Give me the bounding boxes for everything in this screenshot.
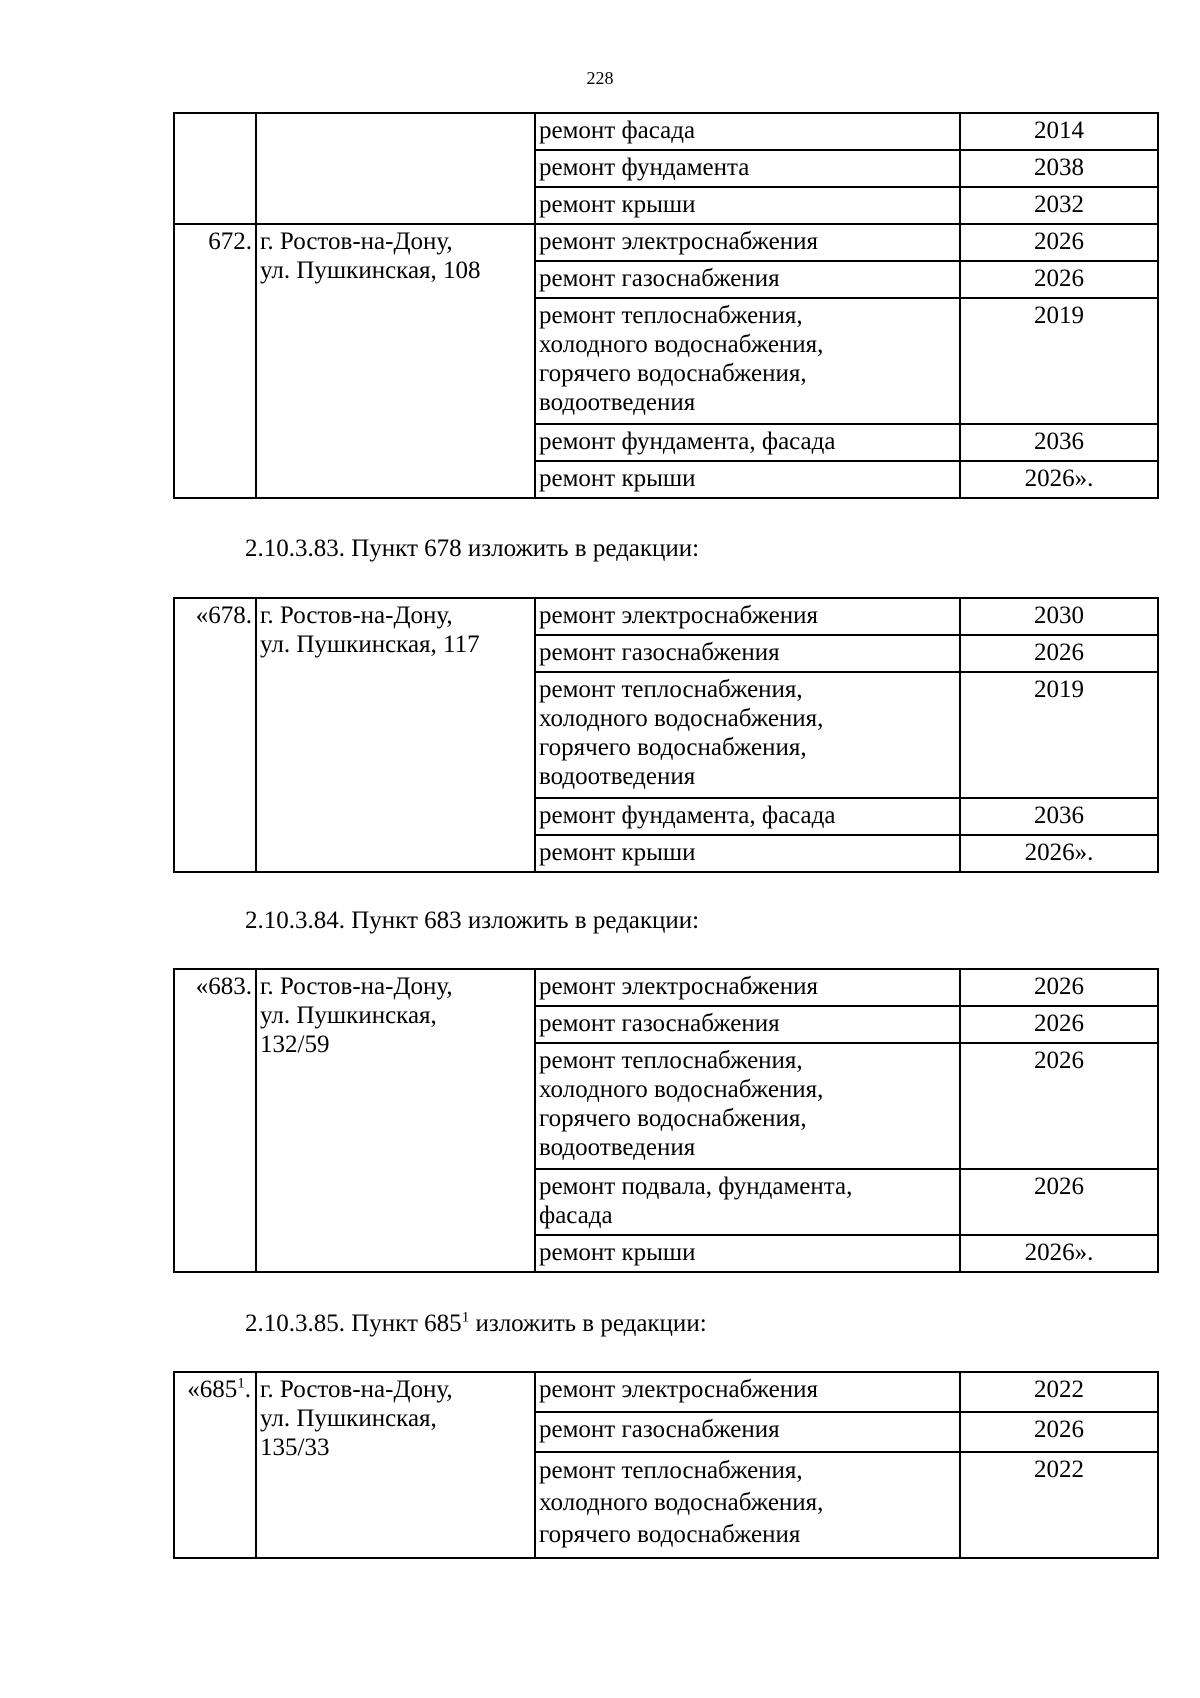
work-cell: ремонт электроснабжения	[535, 969, 960, 1006]
year-cell: 2026	[960, 224, 1158, 261]
superscript: 1	[237, 1375, 245, 1392]
address-line: г. Ростов-на-Дону,	[260, 1376, 453, 1403]
item-number: «683.	[174, 969, 256, 1272]
work-cell: ремонт газоснабжения	[535, 1006, 960, 1043]
number-cell	[174, 113, 256, 224]
repair-table-685-1	[173, 1371, 1159, 1559]
year-cell: 2026».	[960, 835, 1158, 872]
work-line: ремонт теплоснабжения,	[539, 1047, 803, 1074]
address-line: ул. Пушкинская,	[260, 1405, 437, 1432]
address-cell	[256, 1372, 535, 1558]
year-cell: 2026	[960, 1006, 1158, 1043]
work-cell	[535, 1452, 960, 1558]
address-line: ул. Пушкинская,	[260, 1002, 437, 1029]
item-number	[174, 1372, 256, 1558]
amendment-paragraph: 2.10.3.84. Пункт 683 изложить в редакции:	[245, 907, 700, 934]
number-prefix: «685	[187, 1376, 238, 1403]
year-cell: 2026	[960, 1412, 1158, 1452]
repair-table-672	[173, 112, 1159, 499]
address-cell	[256, 598, 535, 872]
repair-table-683	[173, 968, 1159, 1273]
work-cell: ремонт фундамента	[535, 150, 960, 187]
year-cell: 2038	[960, 150, 1158, 187]
work-line: водоотведения	[539, 763, 696, 790]
work-cell: ремонт электроснабжения	[535, 598, 960, 635]
amendment-paragraph	[245, 1309, 707, 1339]
paragraph-text: изложить в редакции:	[469, 1310, 707, 1337]
year-cell: 2022	[960, 1452, 1158, 1558]
amendment-paragraph: 2.10.3.83. Пункт 678 изложить в редакции:	[245, 535, 700, 562]
year-cell: 2019	[960, 298, 1158, 424]
address-cell	[256, 224, 535, 498]
year-cell: 2019	[960, 672, 1158, 798]
work-line: ремонт теплоснабжения,	[539, 302, 803, 329]
work-line: ремонт подвала, фундамента,	[539, 1173, 853, 1200]
year-cell: 2026».	[960, 461, 1158, 498]
work-line: холодного водоснабжения,	[539, 1489, 824, 1516]
year-cell: 2026	[960, 969, 1158, 1006]
work-cell: ремонт крыши	[535, 835, 960, 872]
work-cell	[535, 1043, 960, 1169]
item-number: 672.	[174, 224, 256, 498]
year-cell: 2026	[960, 635, 1158, 672]
work-line: горячего водоснабжения,	[539, 734, 807, 761]
work-cell: ремонт электроснабжения	[535, 1372, 960, 1412]
work-cell: ремонт газоснабжения	[535, 635, 960, 672]
year-cell: 2026	[960, 1169, 1158, 1235]
work-cell: ремонт крыши	[535, 187, 960, 224]
address-cell	[256, 113, 535, 224]
work-line: холодного водоснабжения,	[539, 331, 824, 358]
work-cell: ремонт газоснабжения	[535, 261, 960, 298]
year-cell: 2036	[960, 424, 1158, 461]
superscript: 1	[461, 1309, 470, 1326]
work-cell: ремонт фундамента, фасада	[535, 424, 960, 461]
work-cell: ремонт фасада	[535, 113, 960, 150]
number-suffix: .	[244, 1376, 251, 1403]
work-line: водоотведения	[539, 1134, 696, 1161]
work-line: фасада	[539, 1202, 613, 1229]
address-cell	[256, 969, 535, 1272]
address-line: 135/33	[260, 1434, 330, 1461]
year-cell: 2014	[960, 113, 1158, 150]
year-cell: 2022	[960, 1372, 1158, 1412]
work-cell: ремонт газоснабжения	[535, 1412, 960, 1452]
work-cell: ремонт фундамента, фасада	[535, 798, 960, 835]
year-cell: 2036	[960, 798, 1158, 835]
work-line: холодного водоснабжения,	[539, 705, 824, 732]
item-number: «678.	[174, 598, 256, 872]
work-line: горячего водоснабжения	[539, 1521, 801, 1548]
work-line: горячего водоснабжения,	[539, 1105, 807, 1132]
work-cell: ремонт крыши	[535, 1235, 960, 1272]
address-line: 132/59	[260, 1031, 330, 1058]
work-cell: ремонт электроснабжения	[535, 224, 960, 261]
year-cell: 2026	[960, 261, 1158, 298]
work-line: водоотведения	[539, 389, 696, 416]
address-line: ул. Пушкинская, 108	[260, 257, 481, 284]
work-cell	[535, 298, 960, 424]
work-line: ремонт теплоснабжения,	[539, 1457, 803, 1484]
year-cell: 2030	[960, 598, 1158, 635]
year-cell: 2032	[960, 187, 1158, 224]
repair-table-678	[173, 597, 1159, 873]
work-line: холодного водоснабжения,	[539, 1076, 824, 1103]
work-line: горячего водоснабжения,	[539, 360, 807, 387]
year-cell: 2026	[960, 1043, 1158, 1169]
work-cell: ремонт крыши	[535, 461, 960, 498]
page-number: 228	[586, 68, 614, 88]
address-line: г. Ростов-на-Дону,	[260, 602, 453, 629]
year-cell: 2026».	[960, 1235, 1158, 1272]
work-line: ремонт теплоснабжения,	[539, 676, 803, 703]
paragraph-text: 2.10.3.85. Пункт 685	[245, 1310, 462, 1337]
work-cell	[535, 1169, 960, 1235]
work-cell	[535, 672, 960, 798]
address-line: ул. Пушкинская, 117	[260, 631, 480, 658]
address-line: г. Ростов-на-Дону,	[260, 228, 453, 255]
address-line: г. Ростов-на-Дону,	[260, 973, 453, 1000]
